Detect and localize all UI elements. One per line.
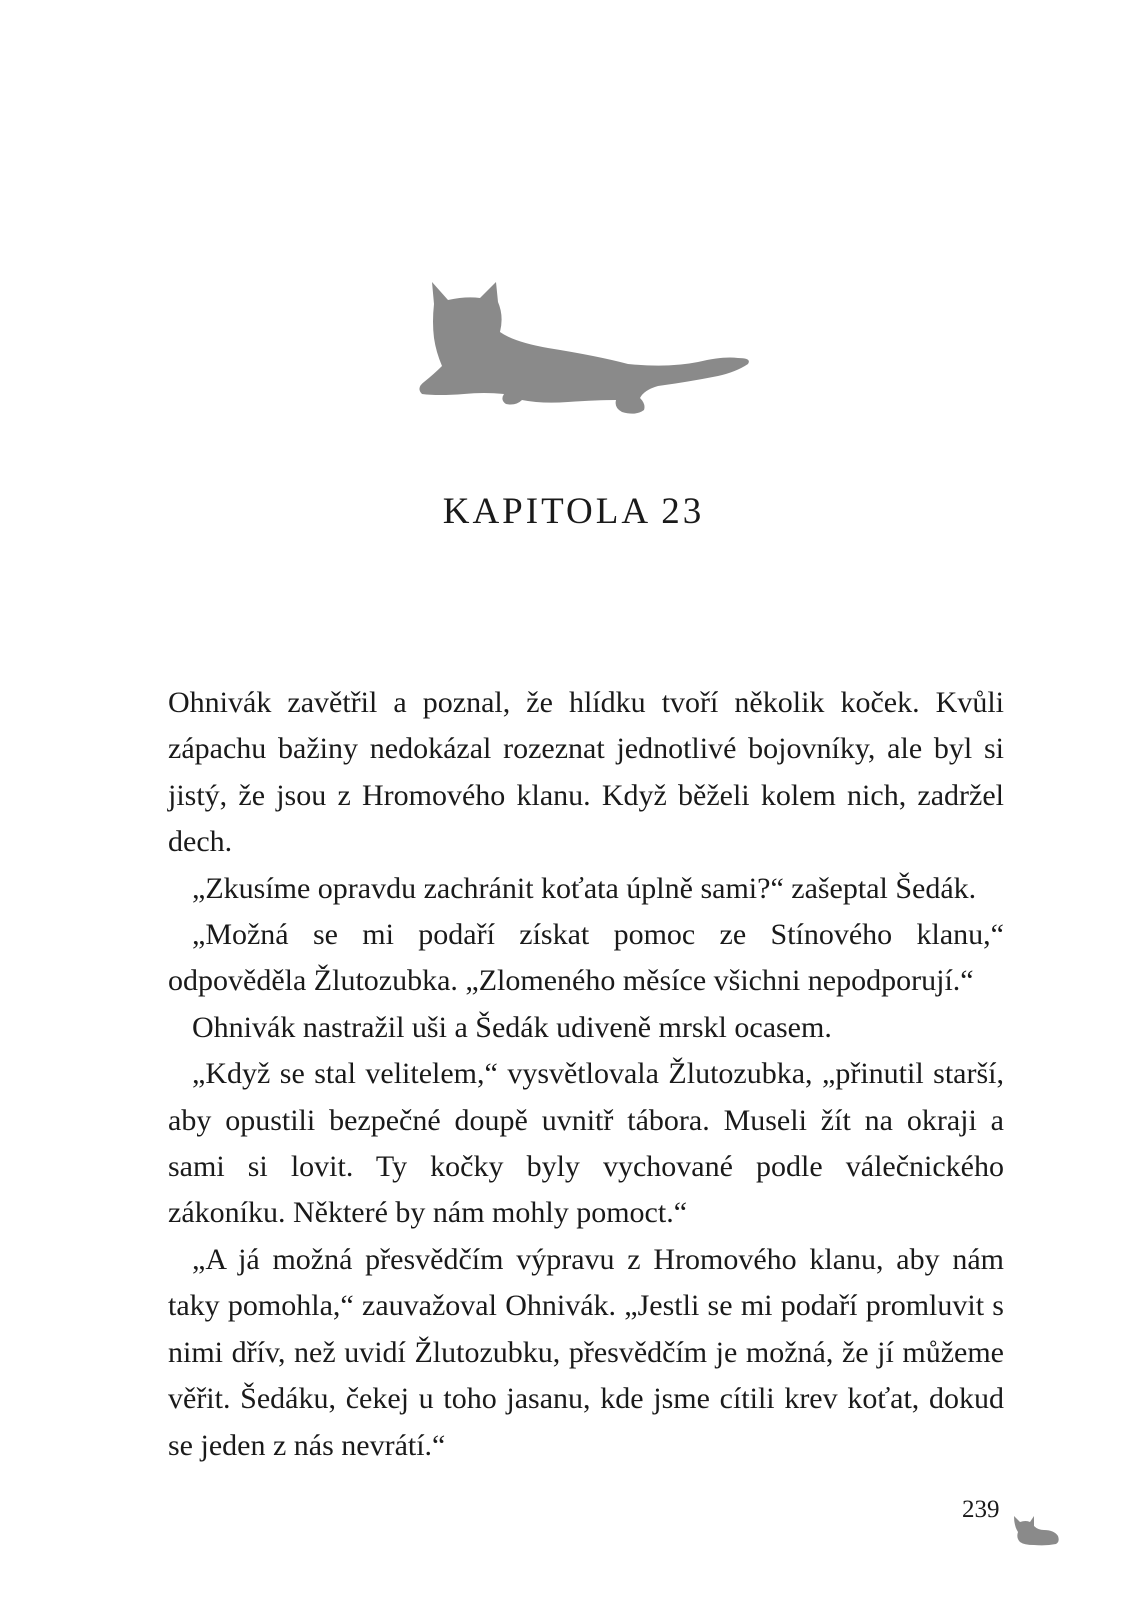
paragraph: „Možná se mi podaří získat pomoc ze Stínového klanu,“ odpověděla Žlutozubka. „Zlomeného měsíce všichni nepodporují.“	[168, 918, 1004, 998]
paragraph: „Když se stal velitelem,“ vysvětlovala Žlutozubka, „přinutil starší, aby opustili bezpečné doupě uvnitř tábora. Museli žít na okraji a sami si lovit. Ty kočky byly vychované podle válečnického zákoníku. Některé by nám mohly pomoct.“	[168, 1057, 1004, 1230]
paragraph: Ohnivák zavětřil a poznal, že hlídku tvoří několik koček. Kvůli zápachu bažiny nedokázal rozeznat jednotlivé bojovníky, ale byl si jistý, že jsou z Hromového klanu. Když běželi kolem nich, zadržel dech.	[168, 686, 1004, 859]
sitting-cat-icon	[1012, 1512, 1060, 1546]
paragraph: „Zkusíme opravdu zachránit koťata úplně sami?“ zašeptal Šedák.	[192, 871, 977, 905]
page-number: 239	[962, 1496, 1000, 1523]
lying-cat-silhouette-icon	[418, 282, 758, 432]
chapter-title: KAPITOLA 23	[442, 491, 705, 532]
paragraph: „A já možná přesvědčím výpravu z Hromového klanu, aby nám taky pomohla,“ zauvažoval Ohnivák. „Jestli se mi podaří promluvit s nimi dřív, než uvidí Žlutozubku, přesvědčím je možná, že jí můžeme věřit. Šedáku, čekej u toho jasanu, kde jsme cítili krev koťat, dokud se jeden z nás nevrátí.“	[168, 1242, 1004, 1462]
chapter-body	[168, 680, 1004, 1469]
paragraph: Ohnivák nastražil uši a Šedák udiveně mrskl ocasem.	[192, 1010, 832, 1044]
